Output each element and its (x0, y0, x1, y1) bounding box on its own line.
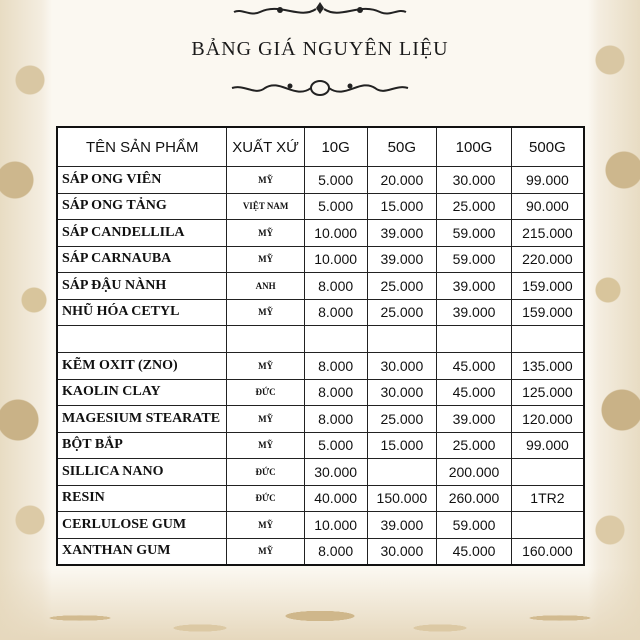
table-row (57, 459, 584, 486)
origin-cell: MỸ (227, 512, 304, 539)
price-10g-cell: 5.000 (304, 193, 367, 220)
price-10g-cell: 8.000 (304, 353, 367, 380)
title-divider-ornament (220, 74, 420, 104)
price-10g-cell: 40.000 (304, 485, 367, 512)
price-100g-cell: 200.000 (437, 459, 512, 486)
product-name-cell: SÁP ĐẬU NÀNH (57, 273, 227, 300)
top-flourish-ornament (220, 0, 420, 24)
header-500g: 500G (511, 127, 584, 167)
product-name-cell: NHŨ HÓA CETYL (57, 299, 227, 326)
price-500g-cell: 215.000 (511, 220, 584, 247)
table-row (57, 538, 584, 565)
product-name-cell (57, 326, 227, 353)
price-500g-cell: 1TR2 (511, 485, 584, 512)
price-10g-cell: 10.000 (304, 220, 367, 247)
price-500g-cell: 159.000 (511, 299, 584, 326)
price-50g-cell: 150.000 (367, 485, 437, 512)
table-row (57, 273, 584, 300)
product-name-cell: MAGESIUM STEARATE (57, 406, 227, 433)
price-100g-cell: 30.000 (437, 167, 512, 194)
price-50g-cell: 39.000 (367, 220, 437, 247)
price-50g-cell: 30.000 (367, 538, 437, 565)
price-500g-cell: 99.000 (511, 432, 584, 459)
origin-cell: MỸ (227, 538, 304, 565)
header-row (57, 127, 584, 167)
price-100g-cell: 45.000 (437, 353, 512, 380)
price-10g-cell: 10.000 (304, 246, 367, 273)
origin-cell: ANH (227, 273, 304, 300)
header-10g: 10G (304, 127, 367, 167)
price-10g-cell: 8.000 (304, 299, 367, 326)
price-500g-cell (511, 459, 584, 486)
price-100g-cell: 59.000 (437, 220, 512, 247)
header-product-name: TÊN SẢN PHẨM (57, 127, 227, 167)
price-10g-cell (304, 326, 367, 353)
table-row (57, 485, 584, 512)
product-name-cell: SÁP CANDELLILA (57, 220, 227, 247)
product-name-cell: SÁP ONG TẢNG (57, 193, 227, 220)
header-origin: XUẤT XỨ (227, 127, 304, 167)
table-row (57, 220, 584, 247)
origin-cell: MỸ (227, 406, 304, 433)
price-100g-cell: 39.000 (437, 273, 512, 300)
table-row (57, 167, 584, 194)
decorative-frame-right (588, 0, 640, 640)
price-10g-cell: 8.000 (304, 273, 367, 300)
price-10g-cell: 8.000 (304, 538, 367, 565)
origin-cell (227, 326, 304, 353)
price-50g-cell: 39.000 (367, 512, 437, 539)
price-10g-cell: 5.000 (304, 167, 367, 194)
origin-cell: MỸ (227, 299, 304, 326)
origin-cell: MỸ (227, 246, 304, 273)
price-50g-cell: 25.000 (367, 406, 437, 433)
product-name-cell: SÁP ONG VIÊN (57, 167, 227, 194)
price-50g-cell: 30.000 (367, 353, 437, 380)
price-500g-cell (511, 512, 584, 539)
header-50g: 50G (367, 127, 437, 167)
price-50g-cell: 20.000 (367, 167, 437, 194)
price-100g-cell: 39.000 (437, 299, 512, 326)
table-row (57, 326, 584, 353)
price-100g-cell: 260.000 (437, 485, 512, 512)
product-name-cell: XANTHAN GUM (57, 538, 227, 565)
price-50g-cell: 30.000 (367, 379, 437, 406)
price-100g-cell (437, 326, 512, 353)
price-10g-cell: 5.000 (304, 432, 367, 459)
table-row (57, 512, 584, 539)
price-500g-cell: 125.000 (511, 379, 584, 406)
price-10g-cell: 8.000 (304, 379, 367, 406)
table-row (57, 246, 584, 273)
product-name-cell: RESIN (57, 485, 227, 512)
price-50g-cell: 15.000 (367, 432, 437, 459)
table-row (57, 379, 584, 406)
decorative-frame-left (0, 0, 52, 640)
origin-cell: VIỆT NAM (227, 193, 304, 220)
price-table (56, 126, 585, 566)
price-500g-cell: 160.000 (511, 538, 584, 565)
page-title: BẢNG GIÁ NGUYÊN LIỆU (191, 38, 449, 60)
price-50g-cell: 25.000 (367, 299, 437, 326)
origin-cell: MỸ (227, 353, 304, 380)
origin-cell: ĐỨC (227, 459, 304, 486)
price-500g-cell: 90.000 (511, 193, 584, 220)
price-50g-cell (367, 459, 437, 486)
price-100g-cell: 39.000 (437, 406, 512, 433)
product-name-cell: SÁP CARNAUBA (57, 246, 227, 273)
origin-cell: ĐỨC (227, 485, 304, 512)
price-500g-cell: 159.000 (511, 273, 584, 300)
price-10g-cell: 8.000 (304, 406, 367, 433)
price-500g-cell: 120.000 (511, 406, 584, 433)
price-10g-cell: 10.000 (304, 512, 367, 539)
price-100g-cell: 45.000 (437, 379, 512, 406)
table-row (57, 432, 584, 459)
product-name-cell: CERLULOSE GUM (57, 512, 227, 539)
table-row (57, 353, 584, 380)
product-name-cell: SILLICA NANO (57, 459, 227, 486)
table-row (57, 193, 584, 220)
product-name-cell: BỘT BẮP (57, 432, 227, 459)
price-10g-cell: 30.000 (304, 459, 367, 486)
price-50g-cell: 39.000 (367, 246, 437, 273)
price-50g-cell: 25.000 (367, 273, 437, 300)
table-row (57, 299, 584, 326)
price-100g-cell: 59.000 (437, 512, 512, 539)
origin-cell: MỸ (227, 220, 304, 247)
price-50g-cell: 15.000 (367, 193, 437, 220)
origin-cell: MỸ (227, 432, 304, 459)
origin-cell: MỸ (227, 167, 304, 194)
price-500g-cell: 220.000 (511, 246, 584, 273)
price-500g-cell: 99.000 (511, 167, 584, 194)
price-100g-cell: 25.000 (437, 432, 512, 459)
decorative-frame-bottom (0, 568, 640, 640)
product-name-cell: KAOLIN CLAY (57, 379, 227, 406)
price-100g-cell: 45.000 (437, 538, 512, 565)
price-500g-cell (511, 326, 584, 353)
price-50g-cell (367, 326, 437, 353)
price-100g-cell: 25.000 (437, 193, 512, 220)
table-row (57, 406, 584, 433)
product-name-cell: KẼM OXIT (ZNO) (57, 353, 227, 380)
price-100g-cell: 59.000 (437, 246, 512, 273)
price-500g-cell: 135.000 (511, 353, 584, 380)
origin-cell: ĐỨC (227, 379, 304, 406)
header-100g: 100G (437, 127, 512, 167)
